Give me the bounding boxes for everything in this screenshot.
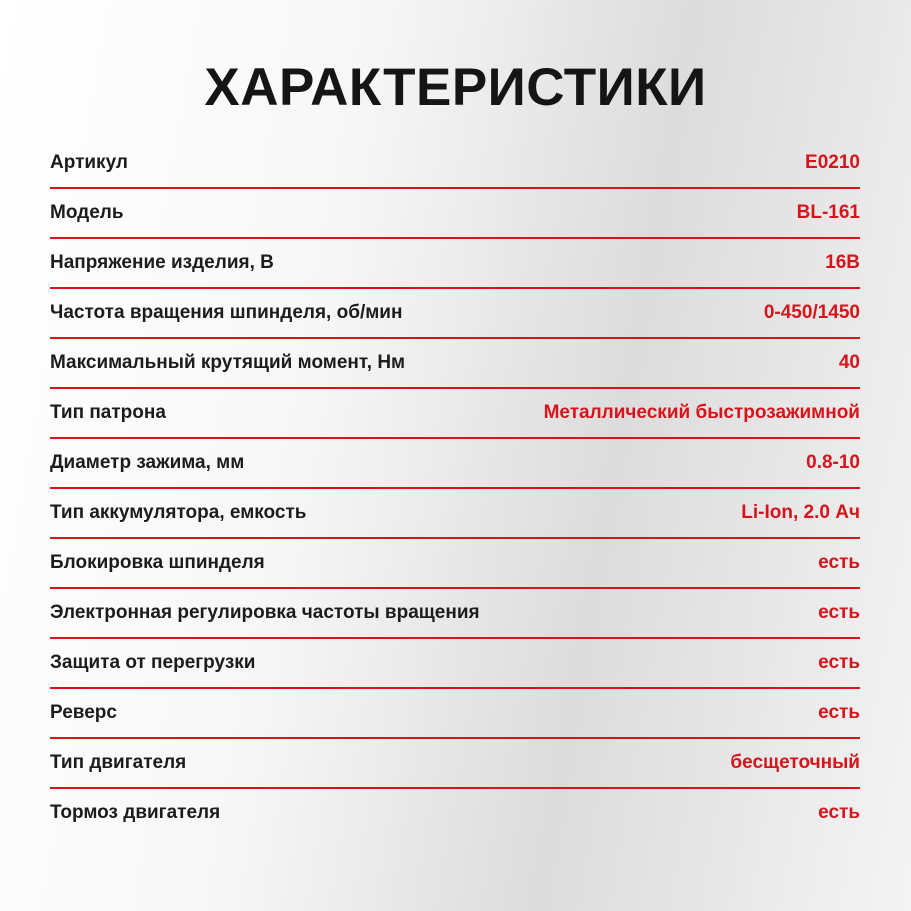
spec-value: Металлический быстрозажимной bbox=[543, 402, 860, 423]
spec-row-article bbox=[50, 139, 860, 189]
spec-label: Реверс bbox=[50, 702, 117, 723]
spec-row-chuck-type bbox=[50, 389, 860, 439]
page-title: ХАРАКТЕРИСТИКИ bbox=[204, 58, 707, 117]
spec-row-clamp-diameter bbox=[50, 439, 860, 489]
spec-value: есть bbox=[818, 802, 860, 823]
spec-row-spindle-lock bbox=[50, 539, 860, 589]
spec-row-torque bbox=[50, 339, 860, 389]
spec-row-voltage bbox=[50, 239, 860, 289]
spec-row-battery bbox=[50, 489, 860, 539]
spec-value: есть bbox=[818, 652, 860, 673]
spec-row-reverse bbox=[50, 689, 860, 739]
spec-value: 40 bbox=[838, 352, 860, 373]
spec-label: Тип патрона bbox=[50, 402, 166, 423]
spec-value: Li-Ion, 2.0 Ач bbox=[741, 502, 860, 523]
spec-label: Артикул bbox=[50, 152, 128, 173]
spec-label: Диаметр зажима, мм bbox=[50, 452, 245, 473]
spec-row-motor-brake bbox=[50, 789, 860, 837]
spec-row-spindle-speed bbox=[50, 289, 860, 339]
spec-table bbox=[50, 139, 860, 837]
spec-value: E0210 bbox=[805, 152, 860, 173]
spec-row-speed-control bbox=[50, 589, 860, 639]
spec-row-motor-type bbox=[50, 739, 860, 789]
spec-label: Защита от перегрузки bbox=[50, 652, 256, 673]
spec-label: Электронная регулировка частоты вращения bbox=[50, 602, 480, 623]
spec-value: бесщеточный bbox=[730, 752, 860, 773]
spec-label: Максимальный крутящий момент, Нм bbox=[50, 352, 406, 373]
spec-value: есть bbox=[818, 602, 860, 623]
spec-value: 16В bbox=[825, 252, 860, 273]
spec-value: 0.8-10 bbox=[806, 452, 860, 473]
spec-label: Частота вращения шпинделя, об/мин bbox=[50, 302, 403, 323]
spec-label: Модель bbox=[50, 202, 124, 223]
spec-row-overload-protection bbox=[50, 639, 860, 689]
spec-row-model bbox=[50, 189, 860, 239]
spec-value: BL-161 bbox=[796, 202, 860, 223]
spec-label: Тип двигателя bbox=[50, 752, 187, 773]
spec-label: Напряжение изделия, В bbox=[50, 252, 274, 273]
spec-value: есть bbox=[818, 702, 860, 723]
spec-label: Блокировка шпинделя bbox=[50, 552, 265, 573]
spec-value: есть bbox=[818, 552, 860, 573]
spec-value: 0-450/1450 bbox=[763, 302, 860, 323]
spec-label: Тормоз двигателя bbox=[50, 802, 221, 823]
spec-label: Тип аккумулятора, емкость bbox=[50, 502, 307, 523]
